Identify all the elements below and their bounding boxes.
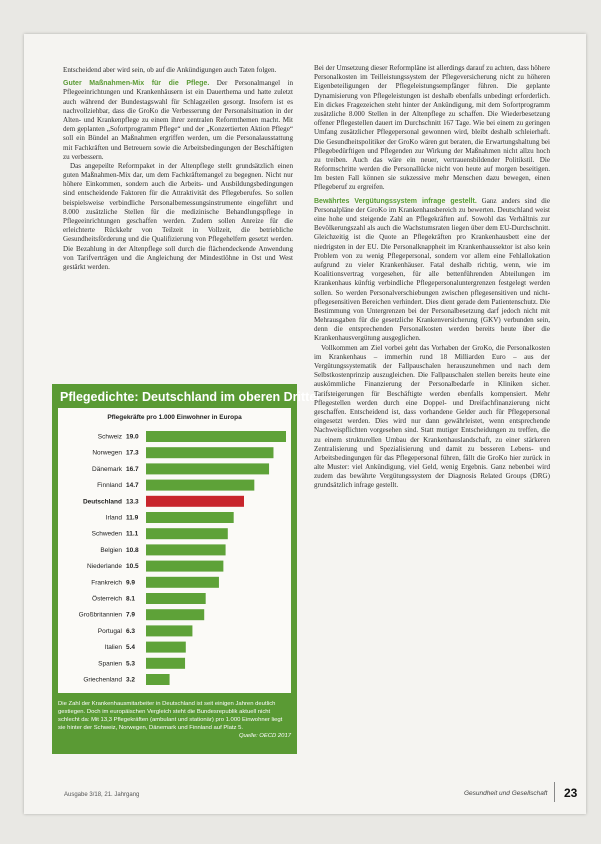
value-label: 9.9 <box>126 579 136 587</box>
right-text-column <box>314 64 550 491</box>
paragraph-text: Ganz anders sind die Personalpläne der GroKo im Krankenhausbereich zu bewerten. Deutschland weist eine hohe und steigende Zahl an Pflegekräften auf. Sowohl das Verhältnis zur Bevölkerungszahl als auch die Wachstumsraten liegen über dem EU-Durchschnitt. Gleichzeitig ist die Quote an Pflegekräften pro Krankenhausbett eine der niedrigsten in der EU. Die Personalknappheit im Krankenhaussektor ist also kein Problem von zu wenig Pflegepersonal, sondern vor allem eine Fehlallokation aufgrund zu vieler Krankenhäuser. Fatal deshalb richtig, wenn, wie im Koalitionsvertrag vorgesehen, für alle bettenführenden Abteilungen im Krankenhaus künftig verbindliche Pflegepersonaluntergrenzen festgelegt werden sollen. So werden Personalverschiebungen zwischen pflegesensitiven und nicht-pflegesensitiven Bereichen verhindert. Dies dient gerade dem Patientenschutz. Die Bestimmung von Untergrenzen bei der Personalbesetzung darf jedoch nicht mit Mehrausgaben für die gesetzliche Krankenversicherung (GKV) verbunden sein, denn die entsprechenden Personalkosten werden bereits heute über die Krankenhausvergütung ausgeglichen. <box>314 196 550 343</box>
category-label: Großbritannien <box>78 611 122 619</box>
value-label: 17.3 <box>126 449 139 457</box>
category-label: Niederlande <box>86 563 122 571</box>
paragraph-text: Der Personalmangel in Pflegeeinrichtungen und Krankenhäusern ist ein Dauerthema und hatte zuletzt auch während der Bundestagswahl für Schlagzeilen gesorgt. Insofern ist es nachvollziehbar, dass die GroKo die Verbesserung der Personalsituation in der Alten- und Krankenpflege zu einem ihrer zentralen Reformthemen macht. Mit dem geplanten „Sofortprogramm Pflege“ und der „Konzertierten Aktion Pflege“ soll ein Bündel an Maßnahmen ergriffen werden, um die Personalausstattung mit Fachkräften und Betreuern sowie die Arbeitsbedingungen der Beschäftigten zu verbessern. <box>63 79 294 161</box>
subheading: Guter Maßnahmen-Mix für die Pflege. <box>63 80 210 88</box>
bar-chart <box>58 408 291 693</box>
chart-panel <box>58 408 291 693</box>
paragraph: Das angepeilte Reformpaket in der Altenpflege stellt grundsätzlich einen guten Maßnahmen-Mix dar, um dem Fachkräftemangel zu begegnen. Nicht nur höhere Einkommen, sondern auch die Arbeits- und Ausbildungsbedingungen sind entscheidende Faktoren für die Attraktivität des Pflegeberufes. So sollen beispielsweise verbindliche Personalbemessungsinstrumente eingeführt und 8.000 zusätzliche Stellen für die medizinische Behandlungspflege in Pflegeeinrichtungen geschaffen werden. Zudem sollen Anreize für die erleichterte Rückkehr von Teilzeit in Vollzeit, die betriebliche Gesundheitsförderung und die Qualifizierung von Pflegehelfern gesetzt werden. Die Bezahlung in der Altenpflege soll durch die flächendeckende Anwendung von Tarifverträgen und die Angleichung der Mindestlöhne in Ost und West gestärkt werden. <box>63 161 293 271</box>
bar <box>146 561 223 572</box>
bar <box>146 463 269 474</box>
value-label: 5.4 <box>126 644 136 652</box>
paragraph <box>314 197 550 344</box>
value-label: 6.3 <box>126 627 136 635</box>
category-label: Portugal <box>97 627 122 635</box>
bar <box>146 593 206 604</box>
magazine-page <box>24 34 586 814</box>
category-label: Italien <box>104 644 122 652</box>
left-text-column <box>63 66 293 272</box>
page-number: 23 <box>564 786 578 800</box>
value-label: 10.8 <box>126 546 139 554</box>
chart-caption <box>58 700 291 740</box>
chart-subtitle: Pflegekräfte pro 1.000 Einwohner in Europa <box>107 414 242 421</box>
category-label: Griechenland <box>83 676 122 684</box>
bar <box>146 577 219 588</box>
subheading: Bewährtes Vergütungssystem infrage gestellt. <box>314 197 477 205</box>
chart-title: Pflegedichte: Deutschland im oberen Drittel <box>60 390 320 404</box>
paragraph <box>63 79 293 162</box>
value-label: 5.3 <box>126 660 136 668</box>
category-label: Schweiz <box>97 433 122 441</box>
value-label: 19.0 <box>126 433 139 441</box>
value-label: 7.9 <box>126 611 136 619</box>
chart-box <box>52 384 320 754</box>
chart-caption-text: Die Zahl der Krankenhausmitarbeiter in Deutschland ist seit einigen Jahren deutlich gestiegen. Doch im europäischen Vergleich steht die Bundesrepublik aktuell nicht schlecht da: Mit 13,3 Pflegekräften (ambulant und stationär) pro 1.000 Einwohner liegt sie hinter der Schweiz, Norwegen, Dänemark und Finnland auf Platz 5. <box>58 701 283 731</box>
paragraph: Vollkommen am Ziel vorbei geht das Vorhaben der GroKo, die Personalkosten im Krankenhaus – immerhin rund 18 Milliarden Euro – aus der Vergütungssystematik der Fallpauschalen herauszunehmen und nach dem Selbstkostenprinzip auszugleichen. Die Fallpauschalen stellen bereits heute eine auskömmliche Finanzierung der Personalbedarfe in Kliniken sicher. Tarifsteigerungen für Beschäftigte werden ebenfalls kompensiert. Mehr Pflegestellen werden durch eine Doppel- und Dreifachfinanzierung nicht geschaffen. Entscheidend ist, dass vorhandene Gelder auch für Pflegepersonal eingesetzt werden. Dies wird nur dann gewährleistet, wenn entsprechende Nachweispflichten vorgesehen sind. Statt mutiger Entscheidungen zu treffen, die zu einem strukturellen Umbau der Krankenhauslandschaft, zu einer stärkeren Zentralisierung und Spezialisierung und damit zu besseren Lebens- und Arbeitsbedingungen für das Pflegepersonal führen, fällt die GroKo hier zurück in alte Muster: viel Ankündigung, viel Geld, wenig Ergebnis. Ganz nebenbei wird zudem das bewährte Vergütungssystem der Diagnosis Related Groups (DRG) grundsätzlich infrage gestellt. <box>314 343 550 490</box>
paragraph: Bei der Umsetzung dieser Reformpläne ist allerdings darauf zu achten, dass höhere Personalkosten im Teilleistungssystem der Pflegeversicherung nicht zu höheren Eigenbeteiligungen der Pflegeleistungsempfänger führen. Die geplante Dynamisierung von Pflegeleistungen ist deshalb ebenfalls unbedingt erforderlich. Ein dickes Fragezeichen steht hinter der Ankündigung, mit dem Sofortprogramm zusätzliche 8.000 Stellen in der Altenpflege zu schaffen. Die Wiederbesetzung offener Pflegestellen dauert im Durchschnitt 167 Tage. Wie bei einem zu geringen Umfang zusätzlicher Pflegepersonal gewonnen wird, bleibt deshalb schleierhaft. Die Gesundheitspolitiker der GroKo wären gut beraten, die Erwartungshaltung bei Pflegebedürftigen und Pflegenden zur Wirkung der Maßnahmen nicht allzu hoch zu treiben. Auch das wäre ein neuer, vertrauensbildender Politikstil. Die Reformschritte werden die Personallücke nicht von heute auf morgen beseitigen. Im besten Fall können sie sukzessive mehr Menschen dazu bewegen, einen Pflegeberuf zu ergreifen. <box>314 64 550 192</box>
value-label: 13.3 <box>126 498 139 506</box>
category-label: Deutschland <box>82 498 122 506</box>
category-label: Österreich <box>92 595 122 603</box>
bar <box>146 658 185 669</box>
bar <box>146 642 186 653</box>
paragraph: Entscheidend aber wird sein, ob auf die Ankündigungen auch Taten folgen. <box>63 66 277 74</box>
category-label: Belgien <box>100 546 122 554</box>
bar <box>146 496 244 507</box>
bar <box>146 625 192 636</box>
category-label: Dänemark <box>92 465 122 473</box>
value-label: 14.7 <box>126 482 139 490</box>
value-label: 11.1 <box>126 530 139 538</box>
category-label: Norwegen <box>92 449 122 457</box>
category-label: Frankreich <box>91 579 122 587</box>
footer-magazine: Gesundheit und Gesellschaft <box>464 790 548 797</box>
value-label: 3.2 <box>126 676 136 684</box>
value-label: 11.9 <box>126 514 139 522</box>
chart-source: Quelle: OECD 2017 <box>238 733 291 739</box>
value-label: 10.5 <box>126 563 139 571</box>
category-label: Spanien <box>98 660 122 668</box>
value-label: 8.1 <box>126 595 136 603</box>
bar <box>146 447 273 458</box>
bar <box>146 431 286 442</box>
footer-issue: Ausgabe 3/18, 21. Jahrgang <box>64 792 140 798</box>
bar <box>146 512 234 523</box>
footer-divider <box>554 782 555 802</box>
bar <box>146 674 170 685</box>
bar <box>146 528 228 539</box>
bar <box>146 609 204 620</box>
bar <box>146 544 226 555</box>
category-label: Irland <box>105 514 122 522</box>
value-label: 16.7 <box>126 465 139 473</box>
category-label: Schweden <box>91 530 122 538</box>
category-label: Finnland <box>97 482 122 490</box>
bar <box>146 480 254 491</box>
